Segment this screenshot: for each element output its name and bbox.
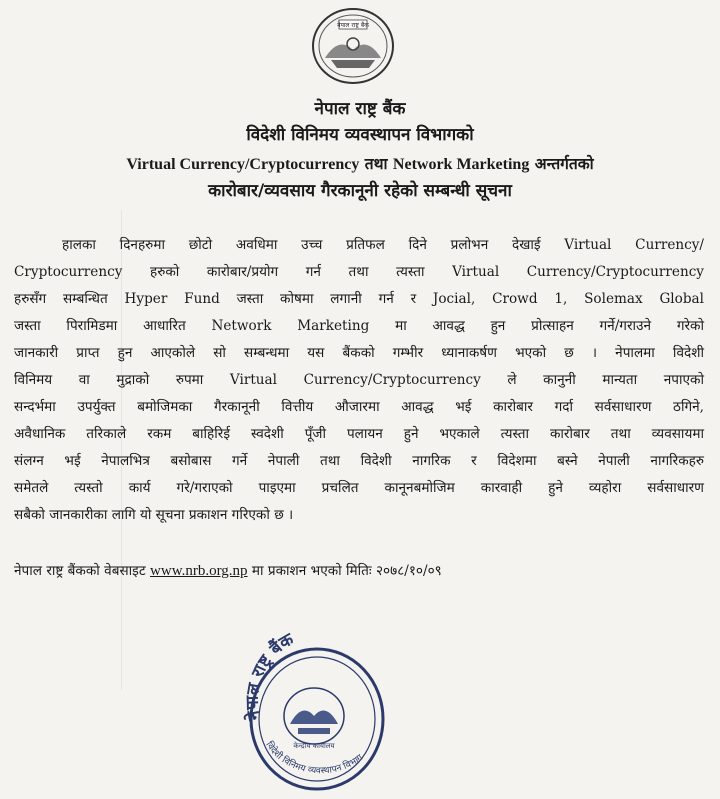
body-line: Cryptocurrency हरुको कारोबार/प्रयोग गर्न तथा त्यस्ता Virtual Currency/Cryptocurrency xyxy=(14,264,704,280)
body-line: जस्ता पिरामिडमा आधारित Network Marketing मा आवद्ध हुन प्रोत्साहन गर्ने/गराउने गरेको xyxy=(14,318,704,334)
body-line: हरुसँग सम्बन्धित Hyper Fund जस्ता कोषमा लगानी गर्न र Jocial, Crowd 1, Solemax Global xyxy=(14,291,704,307)
official-stamp-icon xyxy=(242,624,392,794)
notice-body xyxy=(14,232,704,529)
body-line: अवैधानिक तरिकाले रकम बाहिरिई स्वदेशी पूँजी पलायन हुने भएकाले त्यस्ता कारोबार तथा व्यवसायमा xyxy=(14,426,704,442)
logo-top-text: नेपाल राष्ट्र बैंक xyxy=(337,22,369,29)
body-line: संलग्न भई नेपालभित्र बसोबास गर्ने नेपाली तथा विदेशी नागरिक र विदेशमा बस्ने नेपाली नागरिकहरु xyxy=(14,453,704,469)
bank-name: नेपाल राष्ट्र बैंक xyxy=(314,99,406,119)
department-name: विदेशी विनिमय व्यवस्थापन विभागको xyxy=(246,125,474,145)
website-link[interactable]: www.nrb.org.np xyxy=(150,563,248,579)
body-line: जानकारी प्राप्त हुन आएकोले सो सम्बन्धमा यस बैंकको गम्भीर ध्यानाकर्षण भएको छ । नेपालमा विदेशी xyxy=(14,345,704,361)
subject-network: Network Marketing xyxy=(392,156,530,173)
body-line: सबैको जानकारीका लागि यो सूचना प्रकाशन गरिएको छ । xyxy=(14,507,294,523)
body-line: समेतले त्यस्तो कार्य गरे/गराएको पाइएमा प्रचलित कानूनबमोजिम कारवाही हुने व्यहोरा सर्वसाधारण xyxy=(14,480,704,496)
svg-text:नेपाल राष्ट्र बैंक xyxy=(242,629,298,723)
subject-crypto: Virtual Currency/Cryptocurrency xyxy=(126,156,360,173)
subject-under: अन्तर्गतको xyxy=(534,154,594,173)
body-line: सन्दर्भमा उपर्युक्त बमोजिमका गैरकानूनी वित्तीय औजारमा आवद्ध भई कारोबार गर्दा सर्वसाधारण ठगिने, xyxy=(14,399,704,415)
nrb-logo-icon xyxy=(309,6,397,86)
publication-prefix: नेपाल राष्ट्र बैंकको वेबसाइट xyxy=(14,563,146,579)
body-line: हालका दिनहरुमा छोटो अवधिमा उच्च प्रतिफल दिने प्रलोभन देखाई Virtual Currency/ xyxy=(62,237,704,253)
notice-subject-line xyxy=(0,152,720,174)
publication-date: मा प्रकाशन भएको मितिः २०७८/१०/०९ xyxy=(251,563,442,579)
notice-title: कारोबार/व्यवसाय गैरकानूनी रहेको सम्बन्धी सूचना xyxy=(208,181,512,201)
body-line: विनिमय वा मुद्राको रुपमा Virtual Currency/Cryptocurrency ले कानुनी मान्यता नपाएको xyxy=(14,372,704,388)
publication-line xyxy=(14,560,704,580)
stamp-bottom-text: विदेशी विनिमय व्यवस्थापन विभाग xyxy=(263,740,365,777)
subject-conj: तथा xyxy=(364,154,388,173)
stamp-inner-text: केन्द्रीय कार्यालय xyxy=(293,742,335,750)
stamp-top-text: नेपाल राष्ट्र बैंक xyxy=(242,629,298,723)
